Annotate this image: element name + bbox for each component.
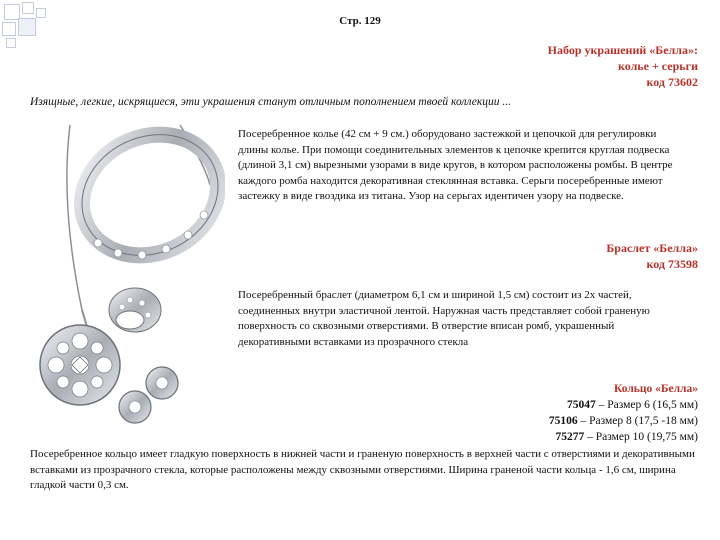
ring-size-code: 75047 xyxy=(567,399,596,411)
set-code: код 73602 xyxy=(646,75,698,89)
jewelry-photo xyxy=(30,125,225,430)
bracelet-description: Посеребренный браслет (диаметром 6,1 см и шириной 1,5 см) состоит из 2х частей, соединенных внутри эластичной лентой. Наружная часть представляет собой граненую поверхность со сквозными отверстиями. В отверстие вписан ромб, украшенный декоративными вставками из прозрачного стекла xyxy=(238,289,650,348)
ring-size-text: – Размер 10 (19,75 мм) xyxy=(584,431,698,443)
ring-size-code: 75106 xyxy=(548,415,578,427)
ring-size-code: 75277 xyxy=(555,431,585,443)
set-title-block xyxy=(548,42,698,90)
bracelet-title-block xyxy=(606,240,698,272)
set-subtitle: колье + серьги xyxy=(617,59,698,73)
ring-block xyxy=(549,381,698,445)
set-title: Набор украшений «Белла»: xyxy=(547,43,698,57)
bracelet-code: код 73598 xyxy=(646,257,698,271)
ring-title: Кольцо «Белла» xyxy=(613,383,698,395)
bracelet-title: Браслет «Белла» xyxy=(606,241,698,255)
intro-text: Изящные, легкие, искрящиеся, эти украшения станут отличным пополнением твоей коллекции ... xyxy=(30,96,512,108)
ring-size-row xyxy=(549,397,698,413)
ring-description: Посеребренное кольцо имеет гладкую поверхность в нижней части и граненую поверхность в верхней части с отверстиями и декоративными вставками из прозрачного стекла, которые расположены между сквозными отверстиями. Ширина граненой части кольца - 1,6 см, ширина гладкой части 0,3 см. xyxy=(30,448,695,491)
ring-size-text: – Размер 6 (16,5 мм) xyxy=(595,399,698,411)
page-number: Стр. 129 xyxy=(339,15,381,27)
necklace-description: Посеребренное колье (42 см + 9 см.) оборудовано застежкой и цепочкой для регулировки длины колье. При помощи соединительных элементов к цепочке крепится круглая подвеска (длиной 3,1 см) вырезными узорами в виде кругов, в котором расположены ромбы. В центре каждого ромба находится декоративная стеклянная вставка. Серьги посеребренные имеют застежку в виде гвоздика из титана. Узор на серьгах идентичен узору на подвеске. xyxy=(238,128,673,202)
ring-size-row xyxy=(549,413,698,429)
ring-size-row xyxy=(549,429,698,445)
ring-size-text: – Размер 8 (17,5 -18 мм) xyxy=(577,415,698,427)
